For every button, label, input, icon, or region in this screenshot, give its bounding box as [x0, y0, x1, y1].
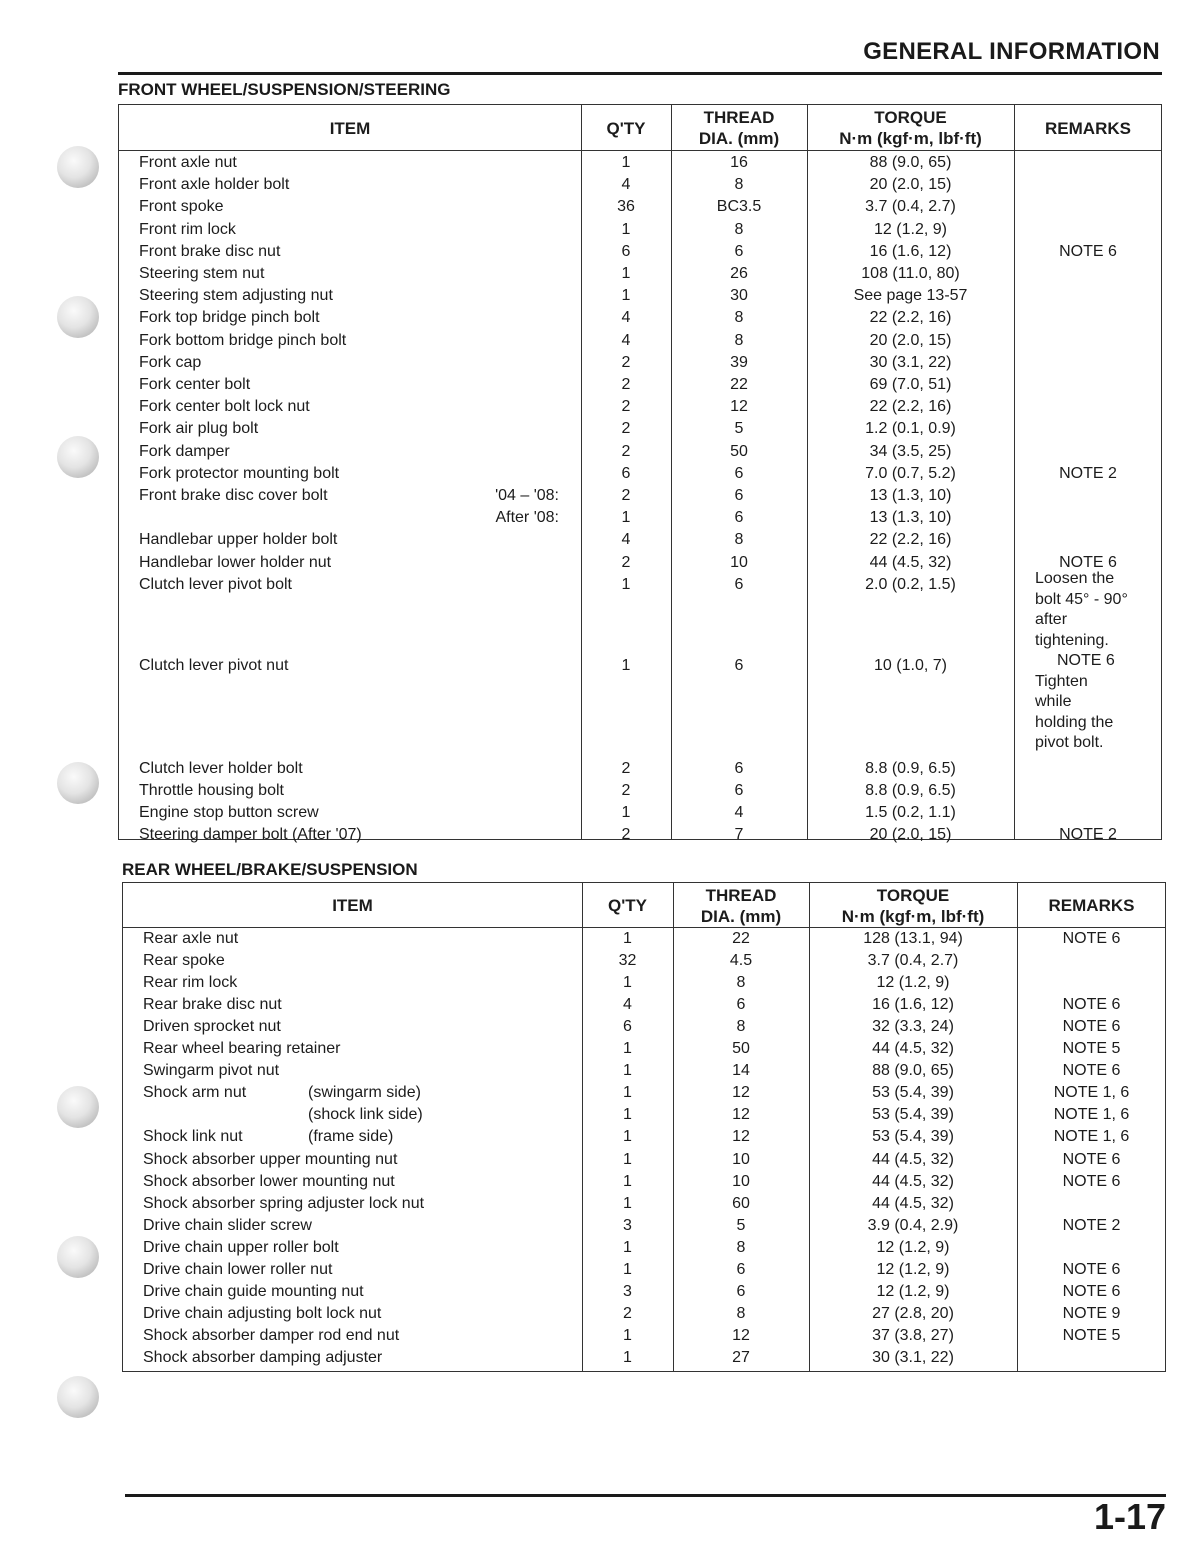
qty-cell: 3 — [623, 1216, 632, 1234]
torque-cell: 8.8 (0.9, 6.5) — [865, 760, 956, 777]
item-cell: Shock absorber lower mounting nut — [143, 1172, 395, 1190]
qty-cell: 36 — [617, 198, 635, 216]
torque-cell: 10 (1.0, 7) — [874, 657, 947, 674]
thread-cell: 8 — [734, 309, 744, 327]
item-note: '04 – '08: — [495, 487, 559, 504]
torque-cell: 3.7 (0.4, 2.7) — [867, 952, 959, 970]
table-row — [119, 802, 1161, 824]
remarks-cell: NOTE 2 — [1059, 826, 1117, 843]
table-row — [119, 780, 1161, 802]
item-cell: Front brake disc cover bolt — [139, 487, 328, 504]
torque-cell: 44 (4.5, 32) — [872, 1150, 954, 1168]
qty-cell: 1 — [623, 1172, 632, 1190]
thread-cell: 8 — [734, 176, 744, 194]
table-row — [123, 1016, 1165, 1038]
table-row — [123, 1303, 1165, 1325]
thread-cell: 5 — [736, 1216, 746, 1234]
remarks-cell: NOTE 5 — [1062, 1326, 1121, 1344]
remarks-cell: NOTE 1, 6 — [1053, 1128, 1130, 1146]
item-cell: Throttle housing bolt — [139, 782, 284, 799]
thread-cell: 22 — [732, 930, 750, 947]
item-cell: Shock absorber spring adjuster lock nut — [143, 1194, 425, 1212]
torque-cell: 44 (4.5, 32) — [872, 1194, 954, 1212]
thread-cell: 6 — [734, 464, 744, 482]
table-row — [119, 374, 1161, 396]
qty-cell: 6 — [623, 1018, 632, 1036]
table-row — [123, 1325, 1165, 1347]
thread-cell: 30 — [730, 287, 748, 305]
qty-cell: 1 — [621, 657, 631, 674]
thread-cell: 50 — [730, 442, 748, 460]
qty-cell: 1 — [623, 930, 632, 947]
col-header-thread: THREAD DIA. (mm) — [698, 108, 780, 148]
qty-cell: 1 — [623, 1106, 632, 1124]
item-cell: Steering stem adjusting nut — [139, 287, 333, 305]
binder-hole — [57, 1376, 99, 1418]
thread-cell: 8 — [736, 1018, 746, 1036]
thread-cell: 6 — [734, 575, 744, 593]
thread-cell: 4 — [734, 804, 744, 821]
remarks-cell: NOTE 6 — [1062, 1260, 1121, 1278]
qty-cell: 4 — [621, 531, 631, 549]
front-torque-table — [118, 104, 1162, 843]
item-cell: Fork protector mounting bolt — [139, 464, 340, 482]
torque-cell: 53 (5.4, 39) — [872, 1128, 954, 1146]
item-cell: Rear brake disc nut — [143, 996, 282, 1014]
qty-cell: 32 — [618, 952, 637, 970]
table-row — [119, 196, 1161, 218]
item-cell: Clutch lever pivot nut — [139, 657, 289, 674]
table-row — [119, 219, 1161, 241]
torque-cell: 34 (3.5, 25) — [869, 442, 952, 460]
thread-cell: 16 — [730, 154, 748, 171]
binder-hole — [57, 1086, 99, 1128]
qty-cell: 6 — [621, 242, 631, 260]
item-cell: Clutch lever pivot bolt — [139, 575, 292, 593]
thread-cell: 12 — [732, 1084, 750, 1102]
qty-cell: 4 — [621, 176, 631, 194]
col-header-remarks: REMARKS — [1045, 118, 1131, 138]
thread-cell: 6 — [734, 242, 744, 260]
item-cell: Swingarm pivot nut — [143, 1062, 280, 1080]
qty-cell: 2 — [621, 487, 631, 504]
col-header-qty: Q'TY — [606, 118, 646, 138]
torque-cell: 1.5 (0.2, 1.1) — [865, 804, 956, 821]
front-section-title: FRONT WHEEL/SUSPENSION/STEERING — [118, 80, 451, 99]
item-note: (shock link side) — [308, 1106, 423, 1124]
remarks-cell: NOTE 2 — [1062, 1216, 1121, 1234]
qty-cell: 2 — [621, 760, 631, 777]
qty-cell: 2 — [621, 553, 631, 571]
table-row — [123, 1347, 1165, 1369]
item-cell: Driven sprocket nut — [143, 1018, 281, 1036]
thread-cell: 8 — [734, 531, 744, 549]
qty-cell: 1 — [621, 575, 631, 593]
qty-cell: 1 — [623, 1238, 632, 1256]
item-note: (frame side) — [308, 1128, 394, 1146]
table-row — [119, 330, 1161, 352]
table-row — [123, 950, 1165, 972]
qty-cell: 1 — [621, 287, 631, 305]
col-header-item: ITEM — [332, 896, 373, 915]
torque-cell: 22 (2.2, 16) — [869, 398, 952, 416]
torque-cell: 53 (5.4, 39) — [872, 1084, 954, 1102]
col-header-torque: TORQUE N·m (kgf·m, lbf·ft) — [841, 885, 985, 926]
header-rule — [118, 72, 1162, 75]
table-row — [119, 152, 1161, 174]
thread-cell: 12 — [730, 398, 748, 416]
binder-hole — [57, 146, 99, 188]
table-row — [119, 174, 1161, 196]
item-cell: Steering stem nut — [139, 265, 265, 282]
torque-cell: 20 (2.0, 15) — [869, 176, 952, 194]
thread-cell: 5 — [734, 420, 744, 438]
table-row — [119, 824, 1161, 846]
torque-cell: 13 (1.3, 10) — [869, 487, 952, 504]
torque-cell: 20 (2.0, 15) — [869, 826, 952, 843]
torque-cell: 16 (1.6, 12) — [872, 996, 954, 1014]
qty-cell: 1 — [621, 509, 631, 527]
remarks-cell: NOTE 6 — [1062, 930, 1121, 947]
remarks-cell: NOTE 1, 6 — [1053, 1106, 1130, 1124]
thread-cell: 12 — [732, 1106, 750, 1124]
thread-cell: 10 — [732, 1172, 750, 1190]
item-cell: Engine stop button screw — [139, 804, 319, 821]
table-row — [119, 463, 1161, 485]
qty-cell: 1 — [623, 1084, 632, 1102]
table-row — [119, 441, 1161, 463]
qty-cell: 1 — [621, 804, 631, 821]
page-number: 1-17 — [1093, 1496, 1166, 1537]
table-row — [123, 1281, 1165, 1303]
item-cell: Shock absorber damper rod end nut — [143, 1326, 400, 1344]
item-cell: Front axle holder bolt — [139, 176, 290, 194]
item-cell: Front brake disc nut — [139, 242, 281, 260]
remarks-cell: NOTE 2 — [1059, 464, 1117, 482]
torque-cell: 53 (5.4, 39) — [872, 1106, 954, 1124]
qty-cell: 1 — [621, 220, 631, 238]
item-cell: Shock arm nut — [143, 1084, 247, 1102]
item-cell: Fork cap — [139, 353, 202, 371]
remarks-cell: NOTE 6 — [1062, 1172, 1121, 1190]
qty-cell: 2 — [621, 442, 631, 460]
remarks-cell: NOTE 6 — [1059, 553, 1117, 571]
torque-cell: 12 (1.2, 9) — [876, 1238, 950, 1256]
thread-cell: 6 — [736, 996, 746, 1014]
torque-cell: 7.0 (0.7, 5.2) — [865, 464, 956, 482]
thread-cell: 6 — [734, 657, 744, 674]
item-cell: Rear wheel bearing retainer — [143, 1040, 341, 1058]
table-row — [123, 1126, 1165, 1148]
torque-cell: 12 (1.2, 9) — [874, 220, 947, 238]
col-header-item: ITEM — [329, 118, 371, 138]
qty-cell: 2 — [621, 782, 631, 799]
torque-cell: 44 (4.5, 32) — [872, 1040, 954, 1058]
item-cell: Fork air plug bolt — [139, 420, 259, 438]
rear-torque-table — [122, 882, 1166, 1372]
torque-cell: See page 13-57 — [853, 287, 968, 305]
torque-cell: 22 (2.2, 16) — [869, 531, 952, 549]
page-header-title: GENERAL INFORMATION — [863, 38, 1160, 65]
item-cell: Shock link nut — [143, 1128, 243, 1146]
qty-cell: 2 — [621, 353, 631, 371]
thread-cell: 10 — [730, 553, 748, 571]
table-row — [123, 1193, 1165, 1215]
qty-cell: 1 — [623, 1326, 632, 1344]
table-row — [123, 1171, 1165, 1193]
qty-cell: 1 — [621, 154, 631, 171]
thread-cell: 12 — [732, 1326, 750, 1344]
remarks-cell: NOTE 6 — [1062, 996, 1121, 1014]
remarks-cell: NOTE 6 — [1062, 1018, 1121, 1036]
item-cell: Drive chain guide mounting nut — [143, 1282, 364, 1300]
remarks-cell: NOTE 9 — [1062, 1304, 1121, 1322]
qty-cell: 1 — [623, 1150, 632, 1168]
table-row — [119, 418, 1161, 440]
torque-cell: 16 (1.6, 12) — [869, 242, 952, 260]
table-row — [119, 263, 1161, 285]
qty-cell: 1 — [623, 1040, 632, 1058]
thread-cell: 27 — [732, 1348, 750, 1366]
header-divider — [119, 150, 1161, 151]
item-cell: Drive chain lower roller nut — [143, 1260, 333, 1278]
item-cell: Front rim lock — [139, 220, 236, 238]
table-row — [119, 655, 1161, 677]
thread-cell: 14 — [732, 1062, 750, 1080]
thread-cell: 7 — [734, 826, 744, 843]
item-cell: Front spoke — [139, 198, 224, 216]
thread-cell: 39 — [730, 353, 748, 371]
item-cell: Steering damper bolt (After '07) — [139, 826, 362, 843]
remark-pivot-nut: NOTE 6 Tighten while holding the pivot bolt. — [1035, 652, 1115, 751]
binder-hole — [57, 436, 99, 478]
torque-cell: 12 (1.2, 9) — [876, 974, 950, 992]
qty-cell: 1 — [623, 1062, 632, 1080]
item-cell: Fork damper — [139, 442, 230, 460]
qty-cell: 1 — [621, 265, 631, 282]
table-row — [123, 994, 1165, 1016]
torque-cell: 3.7 (0.4, 2.7) — [865, 198, 956, 216]
torque-cell: 3.9 (0.4, 2.9) — [867, 1216, 959, 1234]
item-cell: Shock absorber upper mounting nut — [143, 1150, 398, 1168]
remark-pivot-bolt: Loosen the bolt 45° - 90° after tightening. — [1035, 570, 1128, 649]
remarks-cell: NOTE 6 — [1062, 1282, 1121, 1300]
table-row — [123, 1237, 1165, 1259]
thread-cell: 6 — [734, 760, 744, 777]
torque-cell: 30 (3.1, 22) — [872, 1348, 954, 1366]
table-row — [119, 241, 1161, 263]
thread-cell: 4.5 — [729, 952, 753, 970]
torque-cell: 32 (3.3, 24) — [872, 1018, 954, 1036]
table-row — [123, 1038, 1165, 1060]
table-row — [123, 928, 1165, 950]
remarks-cell: NOTE 1, 6 — [1053, 1084, 1130, 1102]
table-row — [119, 529, 1161, 551]
thread-cell: 8 — [736, 1238, 746, 1256]
thread-cell: 8 — [734, 331, 744, 349]
thread-cell: 8 — [736, 974, 746, 992]
table-row — [123, 1060, 1165, 1082]
table-row — [119, 485, 1161, 507]
item-cell: Fork center bolt — [139, 376, 251, 393]
qty-cell: 1 — [623, 974, 632, 992]
table-row — [119, 758, 1161, 780]
thread-cell: 10 — [732, 1150, 750, 1168]
thread-cell: 6 — [736, 1282, 746, 1300]
thread-cell: 8 — [734, 220, 744, 238]
thread-cell: 6 — [734, 487, 744, 504]
thread-cell: 60 — [732, 1194, 750, 1212]
item-cell: Drive chain adjusting bolt lock nut — [143, 1304, 382, 1322]
qty-cell: 1 — [623, 1128, 632, 1146]
table-row — [119, 307, 1161, 329]
item-cell: Handlebar upper holder bolt — [139, 531, 338, 549]
item-cell: Rear spoke — [143, 952, 225, 970]
table-row — [119, 285, 1161, 307]
qty-cell: 1 — [623, 1260, 632, 1278]
torque-cell: 88 (9.0, 65) — [869, 154, 952, 171]
col-header-remarks: REMARKS — [1048, 896, 1135, 915]
item-note: (swingarm side) — [308, 1084, 421, 1102]
torque-cell: 12 (1.2, 9) — [876, 1260, 950, 1278]
torque-cell: 2.0 (0.2, 1.5) — [865, 575, 956, 593]
torque-cell: 128 (13.1, 94) — [863, 930, 963, 947]
item-cell: Drive chain slider screw — [143, 1216, 312, 1234]
item-cell: Fork center bolt lock nut — [139, 398, 310, 416]
torque-cell: 27 (2.8, 20) — [872, 1304, 954, 1322]
torque-cell: 20 (2.0, 15) — [869, 331, 952, 349]
rear-section-title: REAR WHEEL/BRAKE/SUSPENSION — [122, 860, 418, 879]
col-header-qty: Q'TY — [608, 896, 647, 915]
table-row — [123, 1082, 1165, 1104]
table-row — [119, 507, 1161, 529]
thread-cell: BC3.5 — [716, 198, 762, 216]
torque-cell: 12 (1.2, 9) — [876, 1282, 950, 1300]
torque-cell: 69 (7.0, 51) — [869, 376, 952, 393]
binder-hole — [57, 762, 99, 804]
item-cell: Rear rim lock — [143, 974, 238, 992]
qty-cell: 6 — [621, 464, 631, 482]
item-cell: Rear axle nut — [143, 930, 239, 947]
table-row — [119, 552, 1161, 574]
table-row — [123, 1215, 1165, 1237]
item-cell: Fork bottom bridge pinch bolt — [139, 331, 347, 349]
remarks-cell: NOTE 6 — [1059, 242, 1117, 260]
col-header-thread: THREAD DIA. (mm) — [700, 885, 782, 926]
torque-cell: 30 (3.1, 22) — [869, 353, 952, 371]
remarks-cell: NOTE 5 — [1062, 1040, 1121, 1058]
thread-cell: 8 — [736, 1304, 746, 1322]
torque-cell: 108 (11.0, 80) — [861, 265, 960, 282]
thread-cell: 6 — [734, 782, 744, 799]
col-header-torque: TORQUE N·m (kgf·m, lbf·ft) — [839, 108, 982, 148]
item-cell: Drive chain upper roller bolt — [143, 1238, 339, 1256]
thread-cell: 22 — [730, 376, 748, 393]
table-row — [123, 972, 1165, 994]
thread-cell: 26 — [730, 265, 748, 282]
torque-cell: 1.2 (0.1, 0.9) — [865, 420, 956, 438]
qty-cell: 1 — [623, 1348, 632, 1366]
item-note: After '08: — [495, 509, 559, 527]
binder-hole — [57, 296, 99, 338]
binder-hole — [57, 1236, 99, 1278]
item-cell: Front axle nut — [139, 154, 237, 171]
remarks-cell: NOTE 6 — [1062, 1062, 1121, 1080]
item-cell: Shock absorber damping adjuster — [143, 1348, 383, 1366]
thread-cell: 6 — [734, 509, 744, 527]
qty-cell: 4 — [623, 996, 632, 1014]
torque-cell: 22 (2.2, 16) — [869, 309, 952, 327]
torque-cell: 88 (9.0, 65) — [872, 1062, 954, 1080]
qty-cell: 2 — [621, 826, 631, 843]
thread-cell: 6 — [736, 1260, 746, 1278]
item-cell: Fork top bridge pinch bolt — [139, 309, 320, 327]
qty-cell: 2 — [623, 1304, 632, 1322]
table-row — [119, 396, 1161, 418]
thread-cell: 12 — [732, 1128, 750, 1146]
table-row — [123, 1149, 1165, 1171]
item-cell: Clutch lever holder bolt — [139, 760, 303, 777]
qty-cell: 2 — [621, 398, 631, 416]
thread-cell: 50 — [732, 1040, 750, 1058]
torque-cell: 8.8 (0.9, 6.5) — [865, 782, 956, 799]
table-row — [123, 1259, 1165, 1281]
torque-cell: 37 (3.8, 27) — [872, 1326, 954, 1344]
footer-rule — [125, 1494, 1166, 1497]
qty-cell: 4 — [621, 331, 631, 349]
torque-cell: 44 (4.5, 32) — [872, 1172, 954, 1190]
qty-cell: 2 — [621, 420, 631, 438]
table-row — [119, 574, 1161, 596]
torque-cell: 13 (1.3, 10) — [869, 509, 952, 527]
table-row — [119, 352, 1161, 374]
qty-cell: 3 — [623, 1282, 632, 1300]
torque-cell: 44 (4.5, 32) — [869, 553, 952, 571]
remarks-cell: NOTE 6 — [1062, 1150, 1121, 1168]
qty-cell: 1 — [623, 1194, 632, 1212]
qty-cell: 2 — [621, 376, 631, 393]
qty-cell: 4 — [621, 309, 631, 327]
item-cell: Handlebar lower holder nut — [139, 553, 332, 571]
table-row — [123, 1104, 1165, 1126]
